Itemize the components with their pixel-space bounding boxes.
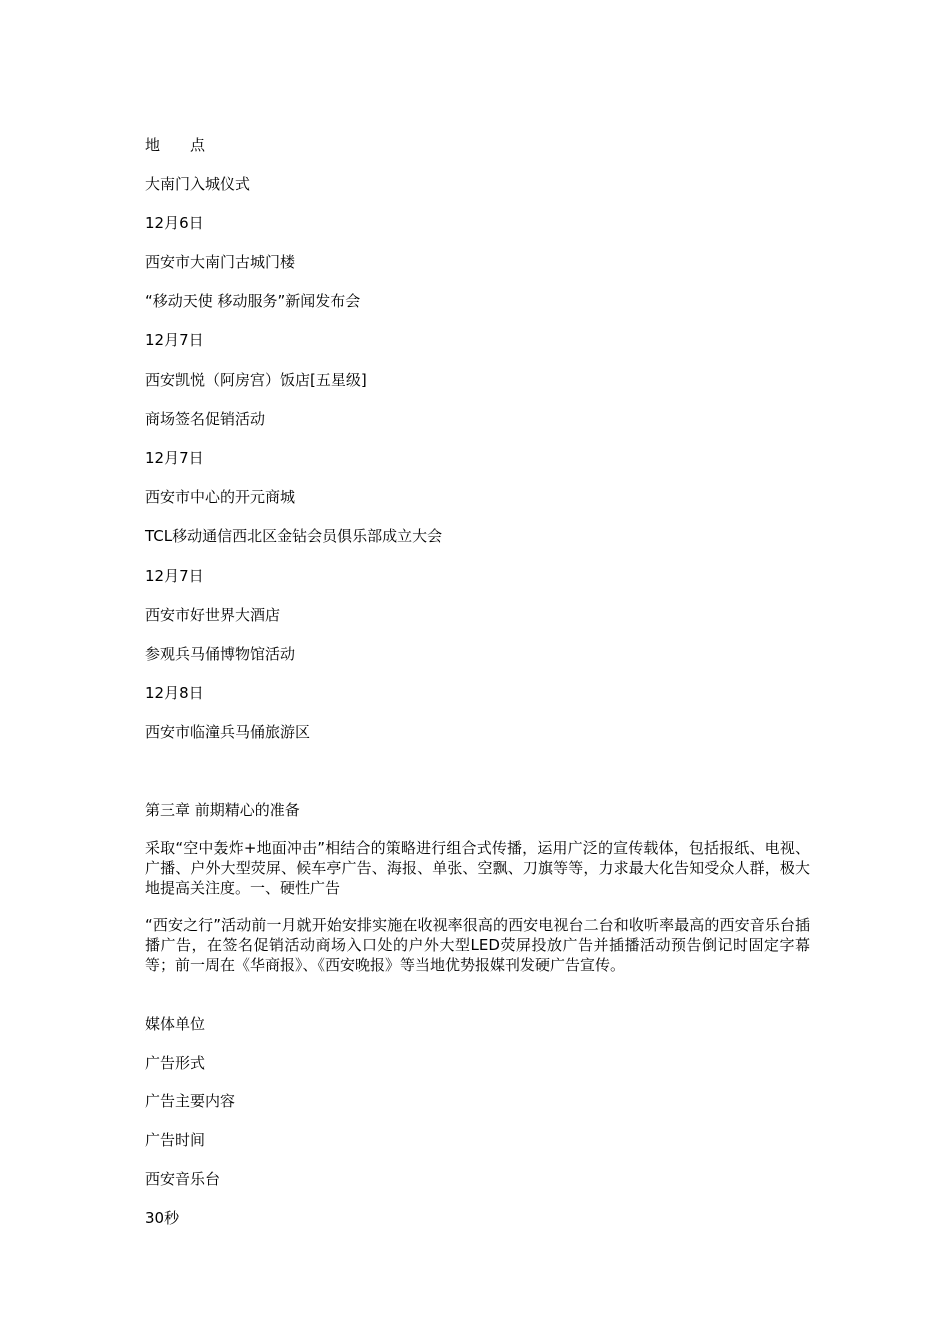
chapter-paragraph: 采取“空中轰炸+地面冲击”相结合的策略进行组合式传播，运用广泛的宣传载体，包括报纸、电视、广播、户外大型荧屏、候车亭广告、海报、单张、空飘、刀旗等等，力求最大化告知受众人群，极大地提高关注度。一、硬性广告 [145, 839, 810, 897]
chapter-paragraph: “西安之行”活动前一月就开始安排实施在收视率很高的西安电视台二台和收听率最高的西安音乐台插播广告，在签名促销活动商场入口处的户外大型LED荧屏投放广告并插播活动预告倒记时固定字幕等；前一周在《华商报》、《西安晚报》等当地优势报媒刊发硬广告宣传。 [145, 916, 810, 974]
schedule-header-part1: 地 [145, 136, 161, 154]
table-header-cell: 广告时间 [145, 1131, 206, 1149]
schedule-header [145, 135, 810, 155]
schedule-item: 12月7日 [145, 567, 204, 585]
schedule-item: 大南门入城仪式 [145, 175, 251, 193]
table-cell: 30秒 [145, 1209, 180, 1227]
schedule-item: 商场签名促销活动 [145, 410, 266, 428]
schedule-item: 12月6日 [145, 214, 204, 232]
schedule-item: “移动天使 移动服务”新闻发布会 [145, 292, 361, 310]
table-cell: 西安音乐台 [145, 1170, 221, 1188]
schedule-item: 12月8日 [145, 684, 204, 702]
schedule-item: 西安市临潼兵马俑旅游区 [145, 723, 311, 741]
chapter-title: 第三章 前期精心的准备 [145, 801, 300, 819]
schedule-item: 参观兵马俑博物馆活动 [145, 645, 296, 663]
table-header-cell: 广告形式 [145, 1054, 206, 1072]
schedule-item: 西安市中心的开元商城 [145, 488, 296, 506]
schedule-item: 西安市大南门古城门楼 [145, 253, 296, 271]
table-header-cell: 媒体单位 [145, 1015, 206, 1033]
schedule-item: 12月7日 [145, 449, 204, 467]
table-header-cell: 广告主要内容 [145, 1092, 236, 1110]
schedule-item: 西安市好世界大酒店 [145, 606, 281, 624]
schedule-item: 12月7日 [145, 331, 204, 349]
schedule-item: TCL移动通信西北区金钻会员俱乐部成立大会 [145, 527, 443, 545]
schedule-header-part2: 点 [190, 136, 206, 154]
schedule-item: 西安凯悦（阿房宫）饭店[五星级] [145, 371, 367, 389]
